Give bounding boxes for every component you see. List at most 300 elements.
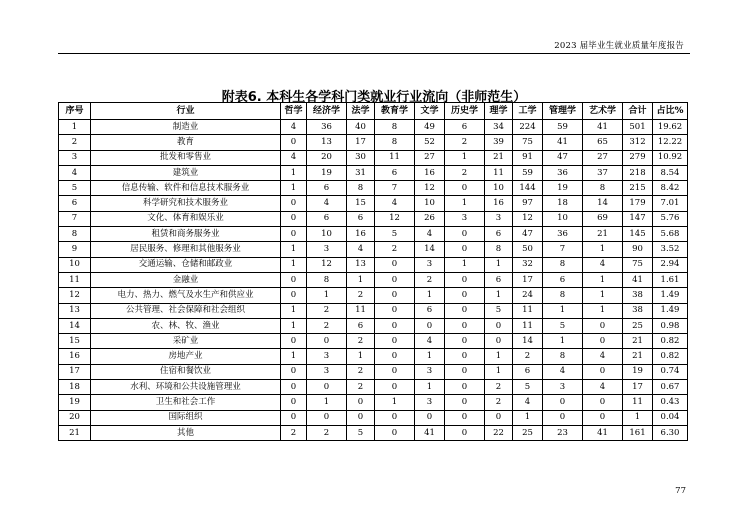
column-header: 占比% <box>653 103 688 120</box>
table-cell: 19 <box>623 364 653 379</box>
table-row <box>59 165 688 180</box>
table-cell: 3 <box>307 242 347 257</box>
table-cell: 31 <box>347 165 375 180</box>
table-cell: 97 <box>513 196 543 211</box>
table-cell: 1 <box>485 288 513 303</box>
table-row <box>59 120 688 135</box>
table-cell: 0 <box>375 303 415 318</box>
table-cell: 0 <box>281 395 307 410</box>
table-cell: 36 <box>307 120 347 135</box>
table-cell: 17 <box>347 135 375 150</box>
table-cell: 11 <box>375 150 415 165</box>
table-cell: 10 <box>307 227 347 242</box>
table-cell: 1 <box>445 150 485 165</box>
table-cell: 7 <box>59 211 91 226</box>
table-cell: 0.43 <box>653 395 688 410</box>
column-header: 行业 <box>91 103 281 120</box>
table-cell: 8.42 <box>653 181 688 196</box>
table-row <box>59 181 688 196</box>
table-cell: 16 <box>485 196 513 211</box>
table-cell: 0 <box>281 272 307 287</box>
table-cell: 8 <box>543 349 583 364</box>
table-cell: 1 <box>485 257 513 272</box>
table-cell: 3 <box>307 364 347 379</box>
table-cell: 34 <box>485 120 513 135</box>
table-cell: 47 <box>543 150 583 165</box>
table-cell: 12 <box>513 211 543 226</box>
table-cell: 39 <box>485 135 513 150</box>
industry-cell: 国际组织 <box>91 410 281 425</box>
industry-cell: 信息传输、软件和信息技术服务业 <box>91 181 281 196</box>
table-cell: 0 <box>281 135 307 150</box>
table-cell: 0 <box>281 227 307 242</box>
table-row <box>59 288 688 303</box>
table-cell: 0.67 <box>653 380 688 395</box>
table-cell: 1 <box>281 257 307 272</box>
table-cell: 41 <box>583 425 623 440</box>
table-cell: 27 <box>415 150 445 165</box>
table-cell: 2.94 <box>653 257 688 272</box>
table-cell: 161 <box>623 425 653 440</box>
table-cell: 1.61 <box>653 272 688 287</box>
industry-cell: 卫生和社会工作 <box>91 395 281 410</box>
table-cell: 4 <box>281 150 307 165</box>
table-cell: 11 <box>485 165 513 180</box>
table-cell: 41 <box>415 425 445 440</box>
table-cell: 2 <box>445 135 485 150</box>
table-row <box>59 425 688 440</box>
table-cell: 0 <box>445 349 485 364</box>
table-cell: 1 <box>281 165 307 180</box>
table-cell: 27 <box>583 150 623 165</box>
table-cell: 4 <box>415 334 445 349</box>
table-cell: 17 <box>623 380 653 395</box>
table-cell: 8.54 <box>653 165 688 180</box>
column-header: 法学 <box>347 103 375 120</box>
table-cell: 13 <box>347 257 375 272</box>
table-cell: 10 <box>543 211 583 226</box>
table-cell: 0 <box>445 425 485 440</box>
table-cell: 3 <box>307 349 347 364</box>
table-cell: 0 <box>445 288 485 303</box>
table-cell: 10 <box>485 181 513 196</box>
table-cell: 25 <box>623 318 653 333</box>
table-cell: 1 <box>307 288 347 303</box>
table-cell: 5 <box>485 303 513 318</box>
table-cell: 19 <box>59 395 91 410</box>
table-cell: 12 <box>59 288 91 303</box>
table-cell: 0.74 <box>653 364 688 379</box>
table-cell: 12 <box>415 181 445 196</box>
table-cell: 1 <box>347 349 375 364</box>
table-cell: 40 <box>347 120 375 135</box>
table-cell: 5.68 <box>653 227 688 242</box>
industry-flow-table <box>58 102 688 441</box>
table-cell: 179 <box>623 196 653 211</box>
table-header-row <box>59 103 688 120</box>
table-cell: 13 <box>59 303 91 318</box>
table-cell: 11 <box>347 303 375 318</box>
table-cell: 14 <box>583 196 623 211</box>
table-cell: 1 <box>415 288 445 303</box>
table-cell: 3 <box>543 380 583 395</box>
table-cell: 4 <box>375 196 415 211</box>
table-cell: 0 <box>281 364 307 379</box>
table-cell: 8 <box>583 181 623 196</box>
table-cell: 1.49 <box>653 288 688 303</box>
table-cell: 4 <box>347 242 375 257</box>
table-cell: 22 <box>485 425 513 440</box>
table-cell: 0 <box>307 410 347 425</box>
table-cell: 14 <box>59 318 91 333</box>
table-cell: 6 <box>445 120 485 135</box>
table-cell: 23 <box>543 425 583 440</box>
table-cell: 4 <box>583 349 623 364</box>
table-cell: 0.82 <box>653 349 688 364</box>
table-cell: 1 <box>583 288 623 303</box>
table-cell: 0 <box>375 288 415 303</box>
table-cell: 0 <box>375 334 415 349</box>
table-cell: 1 <box>485 364 513 379</box>
table-cell: 7 <box>543 242 583 257</box>
industry-cell: 批发和零售业 <box>91 150 281 165</box>
industry-cell: 教育 <box>91 135 281 150</box>
table-cell: 11 <box>513 303 543 318</box>
column-header: 理学 <box>485 103 513 120</box>
table-cell: 8 <box>543 288 583 303</box>
table-cell: 91 <box>513 150 543 165</box>
table-row <box>59 196 688 211</box>
table-cell: 6 <box>347 318 375 333</box>
industry-cell: 公共管理、社会保障和社会组织 <box>91 303 281 318</box>
table-cell: 25 <box>513 425 543 440</box>
table-cell: 20 <box>59 410 91 425</box>
column-header: 管理学 <box>543 103 583 120</box>
table-cell: 1 <box>375 395 415 410</box>
table-cell: 19 <box>307 165 347 180</box>
table-cell: 49 <box>415 120 445 135</box>
table-cell: 0 <box>281 334 307 349</box>
industry-cell: 水利、环境和公共设施管理业 <box>91 380 281 395</box>
table-cell: 2 <box>281 425 307 440</box>
column-header: 艺术学 <box>583 103 623 120</box>
table-cell: 2 <box>485 395 513 410</box>
table-cell: 5 <box>59 181 91 196</box>
table-cell: 0 <box>485 318 513 333</box>
table-cell: 19.62 <box>653 120 688 135</box>
industry-cell: 居民服务、修理和其他服务业 <box>91 242 281 257</box>
table-cell: 15 <box>347 196 375 211</box>
table-cell: 0 <box>375 364 415 379</box>
industry-cell: 建筑业 <box>91 165 281 180</box>
industry-cell: 房地产业 <box>91 349 281 364</box>
table-cell: 21 <box>59 425 91 440</box>
table-row <box>59 364 688 379</box>
table-cell: 75 <box>623 257 653 272</box>
table-cell: 0 <box>445 410 485 425</box>
table-cell: 1 <box>583 303 623 318</box>
table-cell: 32 <box>513 257 543 272</box>
table-cell: 6 <box>513 364 543 379</box>
table-cell: 0 <box>375 410 415 425</box>
table-cell: 15 <box>59 334 91 349</box>
table-cell: 0.04 <box>653 410 688 425</box>
table-cell: 6 <box>347 211 375 226</box>
industry-cell: 其他 <box>91 425 281 440</box>
industry-cell: 金融业 <box>91 272 281 287</box>
table-cell: 0 <box>375 257 415 272</box>
table-cell: 65 <box>583 135 623 150</box>
table-cell: 1 <box>281 318 307 333</box>
table-cell: 1 <box>583 272 623 287</box>
table-cell: 0 <box>583 318 623 333</box>
table-cell: 18 <box>543 196 583 211</box>
table-cell: 38 <box>623 288 653 303</box>
table-cell: 0 <box>583 334 623 349</box>
column-header: 教育学 <box>375 103 415 120</box>
industry-cell: 住宿和餐饮业 <box>91 364 281 379</box>
table-cell: 7 <box>375 181 415 196</box>
table-cell: 0.98 <box>653 318 688 333</box>
industry-cell: 交通运输、仓储和邮政业 <box>91 257 281 272</box>
table-cell: 1 <box>281 303 307 318</box>
table-cell: 14 <box>415 242 445 257</box>
table-cell: 8 <box>59 227 91 242</box>
table-cell: 312 <box>623 135 653 150</box>
table-cell: 3 <box>59 150 91 165</box>
table-cell: 1 <box>543 303 583 318</box>
table-cell: 8 <box>375 135 415 150</box>
table-cell: 1 <box>59 120 91 135</box>
column-header: 工学 <box>513 103 543 120</box>
table-cell: 8 <box>485 242 513 257</box>
table-cell: 0 <box>347 395 375 410</box>
table-cell: 0 <box>281 380 307 395</box>
table-cell: 13 <box>307 135 347 150</box>
table-cell: 4 <box>543 364 583 379</box>
table-cell: 17 <box>513 272 543 287</box>
page-number: 77 <box>675 486 686 496</box>
table-cell: 36 <box>543 227 583 242</box>
table-cell: 215 <box>623 181 653 196</box>
table-cell: 2 <box>307 303 347 318</box>
table-cell: 4 <box>415 227 445 242</box>
table-cell: 6 <box>307 181 347 196</box>
table-cell: 2 <box>513 349 543 364</box>
table-row <box>59 150 688 165</box>
table-cell: 14 <box>513 334 543 349</box>
table-cell: 0 <box>445 364 485 379</box>
table-cell: 8 <box>375 120 415 135</box>
table-cell: 0 <box>375 380 415 395</box>
table-cell: 0 <box>543 395 583 410</box>
industry-cell: 科学研究和技术服务业 <box>91 196 281 211</box>
table-cell: 1 <box>445 196 485 211</box>
table-cell: 0 <box>281 410 307 425</box>
table-cell: 21 <box>583 227 623 242</box>
table-cell: 69 <box>583 211 623 226</box>
table-cell: 5 <box>347 425 375 440</box>
header-divider <box>58 53 690 54</box>
table-cell: 2 <box>415 272 445 287</box>
table-cell: 11 <box>59 272 91 287</box>
table-cell: 2 <box>375 242 415 257</box>
table-cell: 6.30 <box>653 425 688 440</box>
table-cell: 2 <box>485 380 513 395</box>
table-cell: 10.92 <box>653 150 688 165</box>
table-row <box>59 257 688 272</box>
table-cell: 16 <box>59 349 91 364</box>
table-cell: 1 <box>445 257 485 272</box>
table-cell: 0 <box>445 395 485 410</box>
table-cell: 21 <box>623 349 653 364</box>
table-cell: 2 <box>445 165 485 180</box>
table-cell: 0 <box>583 395 623 410</box>
table-cell: 12.22 <box>653 135 688 150</box>
table-cell: 52 <box>415 135 445 150</box>
table-cell: 59 <box>543 120 583 135</box>
table-cell: 41 <box>583 120 623 135</box>
table-cell: 0 <box>445 227 485 242</box>
table-cell: 59 <box>513 165 543 180</box>
table-row <box>59 135 688 150</box>
table-cell: 1 <box>347 272 375 287</box>
table-cell: 16 <box>347 227 375 242</box>
page-header-text: 2023 届毕业生就业质量年度报告 <box>554 41 684 51</box>
table-cell: 30 <box>347 150 375 165</box>
table-row <box>59 349 688 364</box>
table-row <box>59 303 688 318</box>
table-cell: 2 <box>347 380 375 395</box>
table-row <box>59 227 688 242</box>
table-cell: 6 <box>59 196 91 211</box>
table-cell: 38 <box>623 303 653 318</box>
table-cell: 0 <box>307 380 347 395</box>
table-cell: 0 <box>583 364 623 379</box>
table-cell: 0 <box>485 410 513 425</box>
table-cell: 0 <box>281 196 307 211</box>
table-cell: 6 <box>307 211 347 226</box>
table-cell: 4 <box>583 257 623 272</box>
table-cell: 0 <box>415 410 445 425</box>
table-cell: 17 <box>59 364 91 379</box>
table-cell: 0 <box>281 211 307 226</box>
table-cell: 3 <box>445 211 485 226</box>
table-cell: 50 <box>513 242 543 257</box>
table-cell: 36 <box>543 165 583 180</box>
industry-cell: 农、林、牧、渔业 <box>91 318 281 333</box>
table-cell: 12 <box>307 257 347 272</box>
table-cell: 1 <box>281 181 307 196</box>
table-cell: 3 <box>415 257 445 272</box>
table-cell: 24 <box>513 288 543 303</box>
table-cell: 3 <box>485 211 513 226</box>
table-cell: 2 <box>347 364 375 379</box>
table-cell: 4 <box>281 120 307 135</box>
table-cell: 12 <box>375 211 415 226</box>
table-cell: 20 <box>307 150 347 165</box>
table-cell: 0 <box>583 410 623 425</box>
table-cell: 21 <box>485 150 513 165</box>
table-cell: 0 <box>375 272 415 287</box>
table-cell: 0 <box>281 288 307 303</box>
table-cell: 5 <box>513 380 543 395</box>
table-cell: 6 <box>485 272 513 287</box>
table-cell: 26 <box>415 211 445 226</box>
table-cell: 0 <box>375 425 415 440</box>
table-cell: 0 <box>445 272 485 287</box>
industry-cell: 租赁和商务服务业 <box>91 227 281 242</box>
table-cell: 3 <box>415 395 445 410</box>
table-cell: 1 <box>513 410 543 425</box>
table-cell: 218 <box>623 165 653 180</box>
table-cell: 1 <box>583 242 623 257</box>
table-cell: 8 <box>307 272 347 287</box>
table-cell: 4 <box>59 165 91 180</box>
column-header: 经济学 <box>307 103 347 120</box>
table-cell: 147 <box>623 211 653 226</box>
table-cell: 2 <box>59 135 91 150</box>
table-cell: 279 <box>623 150 653 165</box>
table-cell: 6 <box>543 272 583 287</box>
table-row <box>59 395 688 410</box>
table-cell: 4 <box>513 395 543 410</box>
table-cell: 144 <box>513 181 543 196</box>
table-cell: 6 <box>375 165 415 180</box>
table-row <box>59 334 688 349</box>
table-cell: 1 <box>415 380 445 395</box>
table-cell: 0 <box>445 242 485 257</box>
table-row <box>59 318 688 333</box>
table-cell: 16 <box>415 165 445 180</box>
table-body <box>59 120 688 441</box>
table-cell: 41 <box>543 135 583 150</box>
table-cell: 8 <box>347 181 375 196</box>
table-cell: 0 <box>543 410 583 425</box>
table-cell: 19 <box>543 181 583 196</box>
table-row <box>59 410 688 425</box>
table-cell: 0 <box>375 318 415 333</box>
table-cell: 1 <box>281 242 307 257</box>
table-cell: 1 <box>543 334 583 349</box>
table-cell: 75 <box>513 135 543 150</box>
table-row <box>59 272 688 287</box>
table-cell: 6 <box>485 227 513 242</box>
table-cell: 2 <box>307 425 347 440</box>
table-cell: 18 <box>59 380 91 395</box>
table-cell: 1 <box>623 410 653 425</box>
table-cell: 1 <box>415 349 445 364</box>
table-cell: 41 <box>623 272 653 287</box>
table-cell: 0 <box>415 318 445 333</box>
table-cell: 11 <box>513 318 543 333</box>
table-cell: 0 <box>445 181 485 196</box>
table-row <box>59 380 688 395</box>
table-cell: 501 <box>623 120 653 135</box>
industry-cell: 电力、热力、燃气及水生产和供应业 <box>91 288 281 303</box>
table-cell: 0 <box>445 380 485 395</box>
column-header: 合计 <box>623 103 653 120</box>
table-cell: 7.01 <box>653 196 688 211</box>
table-cell: 0 <box>307 334 347 349</box>
column-header: 序号 <box>59 103 91 120</box>
table-row <box>59 242 688 257</box>
table-cell: 4 <box>583 380 623 395</box>
table-cell: 3.52 <box>653 242 688 257</box>
table-cell: 5 <box>375 227 415 242</box>
table-cell: 0.82 <box>653 334 688 349</box>
table-cell: 0 <box>375 349 415 364</box>
